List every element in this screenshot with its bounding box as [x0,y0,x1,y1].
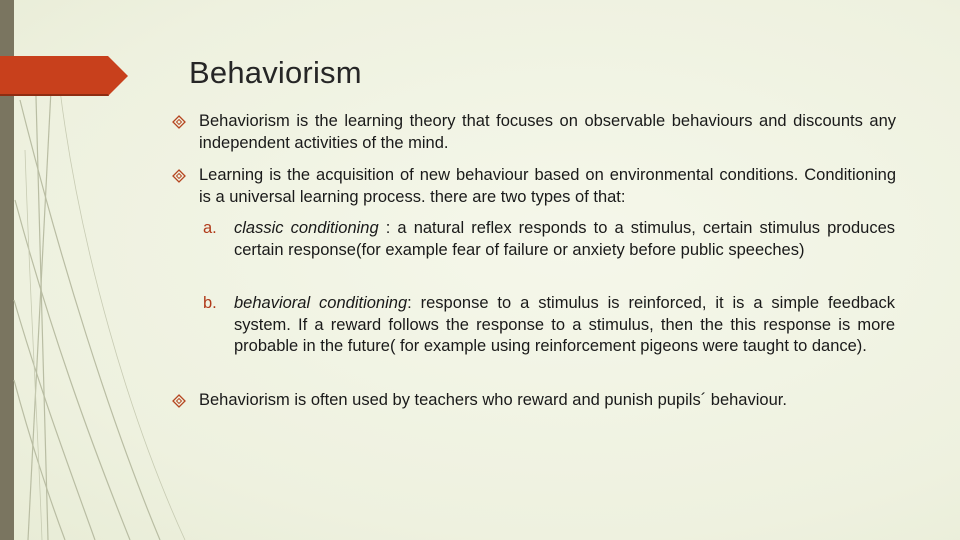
bullet-text: Behaviorism is the learning theory that focuses on observable behaviours and discounts any independent activities of the mind. [199,112,896,152]
diamond-outline-icon [172,115,186,129]
subitem-description: : a natural reflex responds to a stimulus, certain stimulus produces certain response(for example fear of failure or anxiety before public speeches) [234,219,895,259]
diamond-outline-icon [172,394,186,408]
slide-title: Behaviorism [189,55,362,90]
title-arrow-shape [0,56,130,96]
subitem-text [234,293,895,358]
subitem-letter: a. [203,219,217,237]
subitem-description: : response to a stimulus is reinforced, it is a simple feedback system. If a reward follows the response to a stimulus, then the this response is more probable in the future( for example using reinforcement pigeons were taught to dance). [234,294,895,355]
subitem-text [234,218,895,261]
bullet-1 [172,111,896,154]
bullet-text: Behaviorism is often used by teachers who reward and punish pupils´ behaviour. [199,391,787,409]
bullet-3 [172,390,896,412]
subitem-term: behavioral conditioning [234,294,408,312]
subitem-term: classic conditioning [234,219,379,237]
bullet-text: Learning is the acquisition of new behaviour based on environmental conditions. Conditioning is a universal learning process. there are two types of that: [199,166,896,206]
subitem-b [203,293,895,358]
diamond-outline-icon [172,169,186,183]
subitem-a [203,218,895,261]
subitem-letter: b. [203,294,217,312]
bullet-2 [172,165,896,208]
